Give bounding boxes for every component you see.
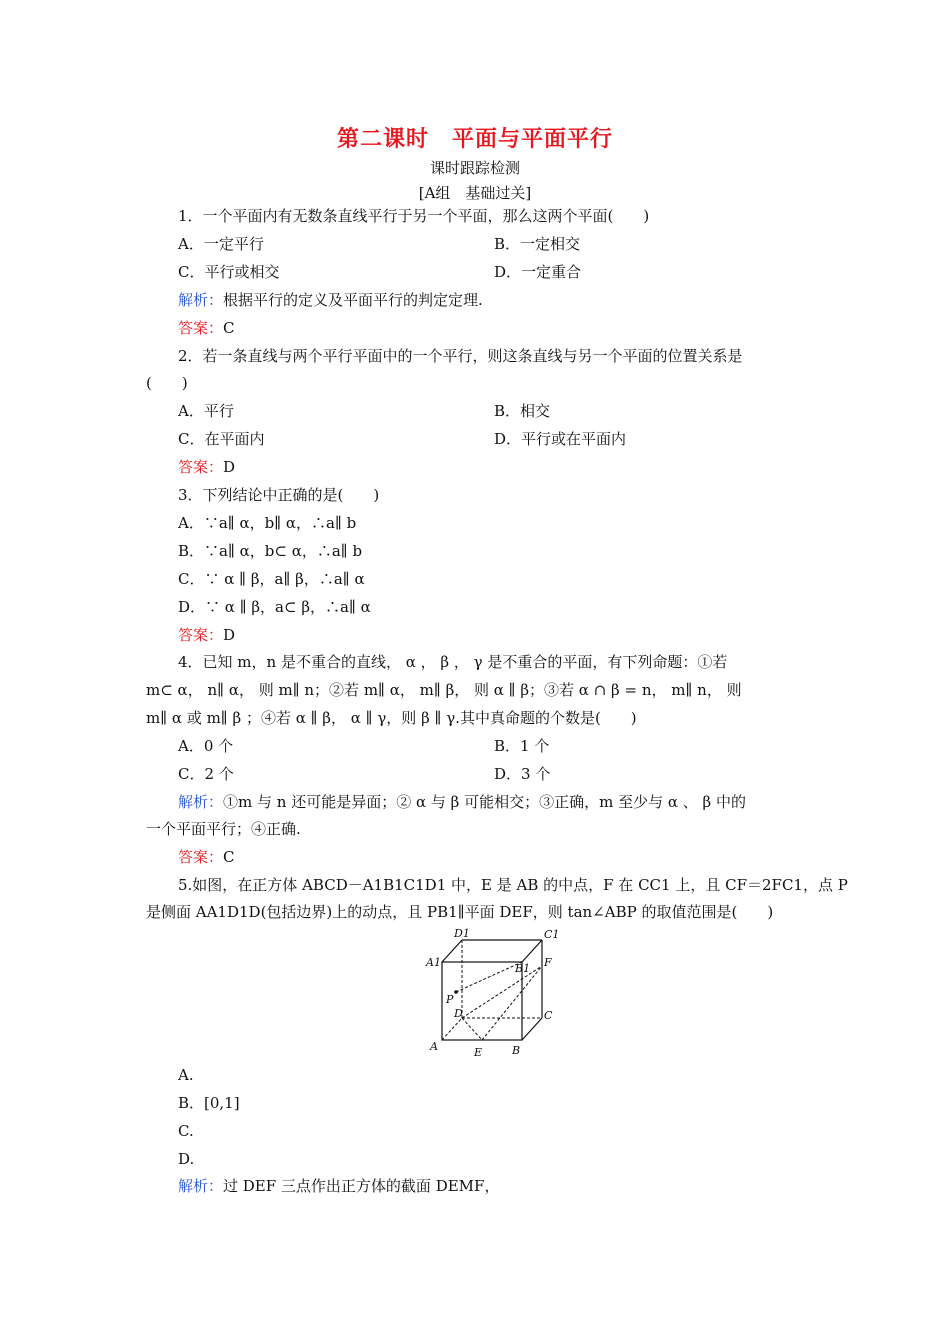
answer-value: D [223, 626, 236, 644]
q4-analysis-line1 [178, 792, 746, 812]
q4-stem-line2: m⊂ α， n∥ α， 则 m∥ n；②若 m∥ α， m∥ β， 则 α ∥ β；③若 α ∩ β = n， m∥ n， 则 [146, 681, 742, 699]
subtitle: 课时跟踪检测 [429, 159, 520, 177]
group-heading: [A组 基础过关] [418, 184, 532, 202]
analysis-label: 解析： [178, 1177, 224, 1195]
q5-option-c: C. [178, 1122, 194, 1140]
answer-label: 答案： [178, 319, 224, 337]
answer-value: D [223, 458, 236, 476]
q5-option-d: D. [178, 1150, 195, 1168]
q2-option-a: A．平行 [178, 402, 234, 420]
label-C1: C1 [544, 928, 560, 941]
analysis-label: 解析： [178, 291, 224, 309]
analysis-text: 过 DEF 三点作出正方体的截面 DEMF， [223, 1177, 500, 1195]
analysis-label: 解析： [178, 793, 224, 811]
q2-option-b: B．相交 [494, 402, 551, 420]
q1-option-b: B．一定相交 [494, 235, 581, 253]
q4-answer [178, 847, 235, 867]
q2-answer [178, 457, 235, 477]
q4-option-a: A．0 个 [178, 737, 234, 755]
answer-label: 答案： [178, 848, 224, 866]
label-B1: B1 [515, 962, 531, 975]
q4-option-c: C．2 个 [178, 765, 234, 783]
q3-option-c: C．∵ α ∥ β，a∥ β，∴a∥ α [178, 570, 365, 588]
q5-option-a: A. [178, 1066, 194, 1084]
q5-stem-line1: 5.如图，在正方体 ABCD－A1B1C1D1 中，E 是 AB 的中点，F 在 CC1 上，且 CF＝2FC1，点 P [178, 876, 848, 894]
q3-stem: 3．下列结论中正确的是( ) [178, 486, 380, 504]
analysis-text: ①m 与 n 还可能是异面；② α 与 β 可能相交；③正确，m 至少与 α 、 β 中的 [223, 793, 746, 811]
q4-option-d: D．3 个 [494, 765, 551, 783]
answer-label: 答案： [178, 626, 224, 644]
label-F: F [544, 956, 552, 969]
q3-option-b: B．∵a∥ α，b⊂ α，∴a∥ b [178, 542, 363, 560]
q1-stem: 1．一个平面内有无数条直线平行于另一个平面，那么这两个平面( ) [178, 207, 650, 225]
label-A1: A1 [426, 956, 441, 969]
q5-stem-line2: 是侧面 AA1D1D(包括边界)上的动点，且 PB1∥平面 DEF，则 tan∠ABP 的取值范围是( ) [146, 903, 774, 921]
q1-option-d: D．一定重合 [494, 263, 582, 281]
q1-answer [178, 318, 235, 338]
page-title: 第二课时 平面与平面平行 [336, 126, 613, 152]
q2-stem-line1: 2．若一条直线与两个平行平面中的一个平行，则这条直线与另一个平面的位置关系是 [178, 347, 743, 365]
q3-option-a: A．∵a∥ α，b∥ α，∴a∥ b [178, 514, 357, 532]
answer-value: C [223, 319, 235, 337]
label-B: B [512, 1044, 521, 1057]
q2-option-c: C．在平面内 [178, 430, 265, 448]
q4-stem-line1: 4．已知 m，n 是不重合的直线， α ， β ， γ 是不重合的平面，有下列命题：①若 [178, 653, 728, 671]
q1-option-a: A．一定平行 [178, 235, 264, 253]
cube-figure [420, 922, 560, 1062]
q1-option-c: C．平行或相交 [178, 263, 280, 281]
q5-option-b: B．[0,1] [178, 1094, 240, 1112]
label-P: P [446, 993, 454, 1006]
q1-analysis [178, 290, 483, 310]
label-C: C [544, 1009, 553, 1022]
answer-value: C [223, 848, 235, 866]
q2-option-d: D．平行或在平面内 [494, 430, 627, 448]
label-E: E [474, 1046, 483, 1059]
q3-answer [178, 625, 235, 645]
answer-label: 答案： [178, 458, 224, 476]
q2-stem-line2: ( ) [146, 374, 188, 392]
q4-option-b: B．1 个 [494, 737, 550, 755]
q5-analysis [178, 1176, 499, 1196]
label-D: D [454, 1007, 463, 1020]
q3-option-d: D．∵ α ∥ β，a⊂ β，∴a∥ α [178, 598, 371, 616]
label-A: A [430, 1040, 438, 1053]
analysis-text: 根据平行的定义及平面平行的判定定理. [223, 291, 483, 309]
q4-stem-line3: m∥ α 或 m∥ β ；④若 α ∥ β， α ∥ γ，则 β ∥ γ.其中真命题的个数是( ) [146, 709, 637, 727]
q4-analysis-line2: 一个平面平行；④正确. [146, 820, 301, 838]
label-D1: D1 [454, 927, 470, 940]
